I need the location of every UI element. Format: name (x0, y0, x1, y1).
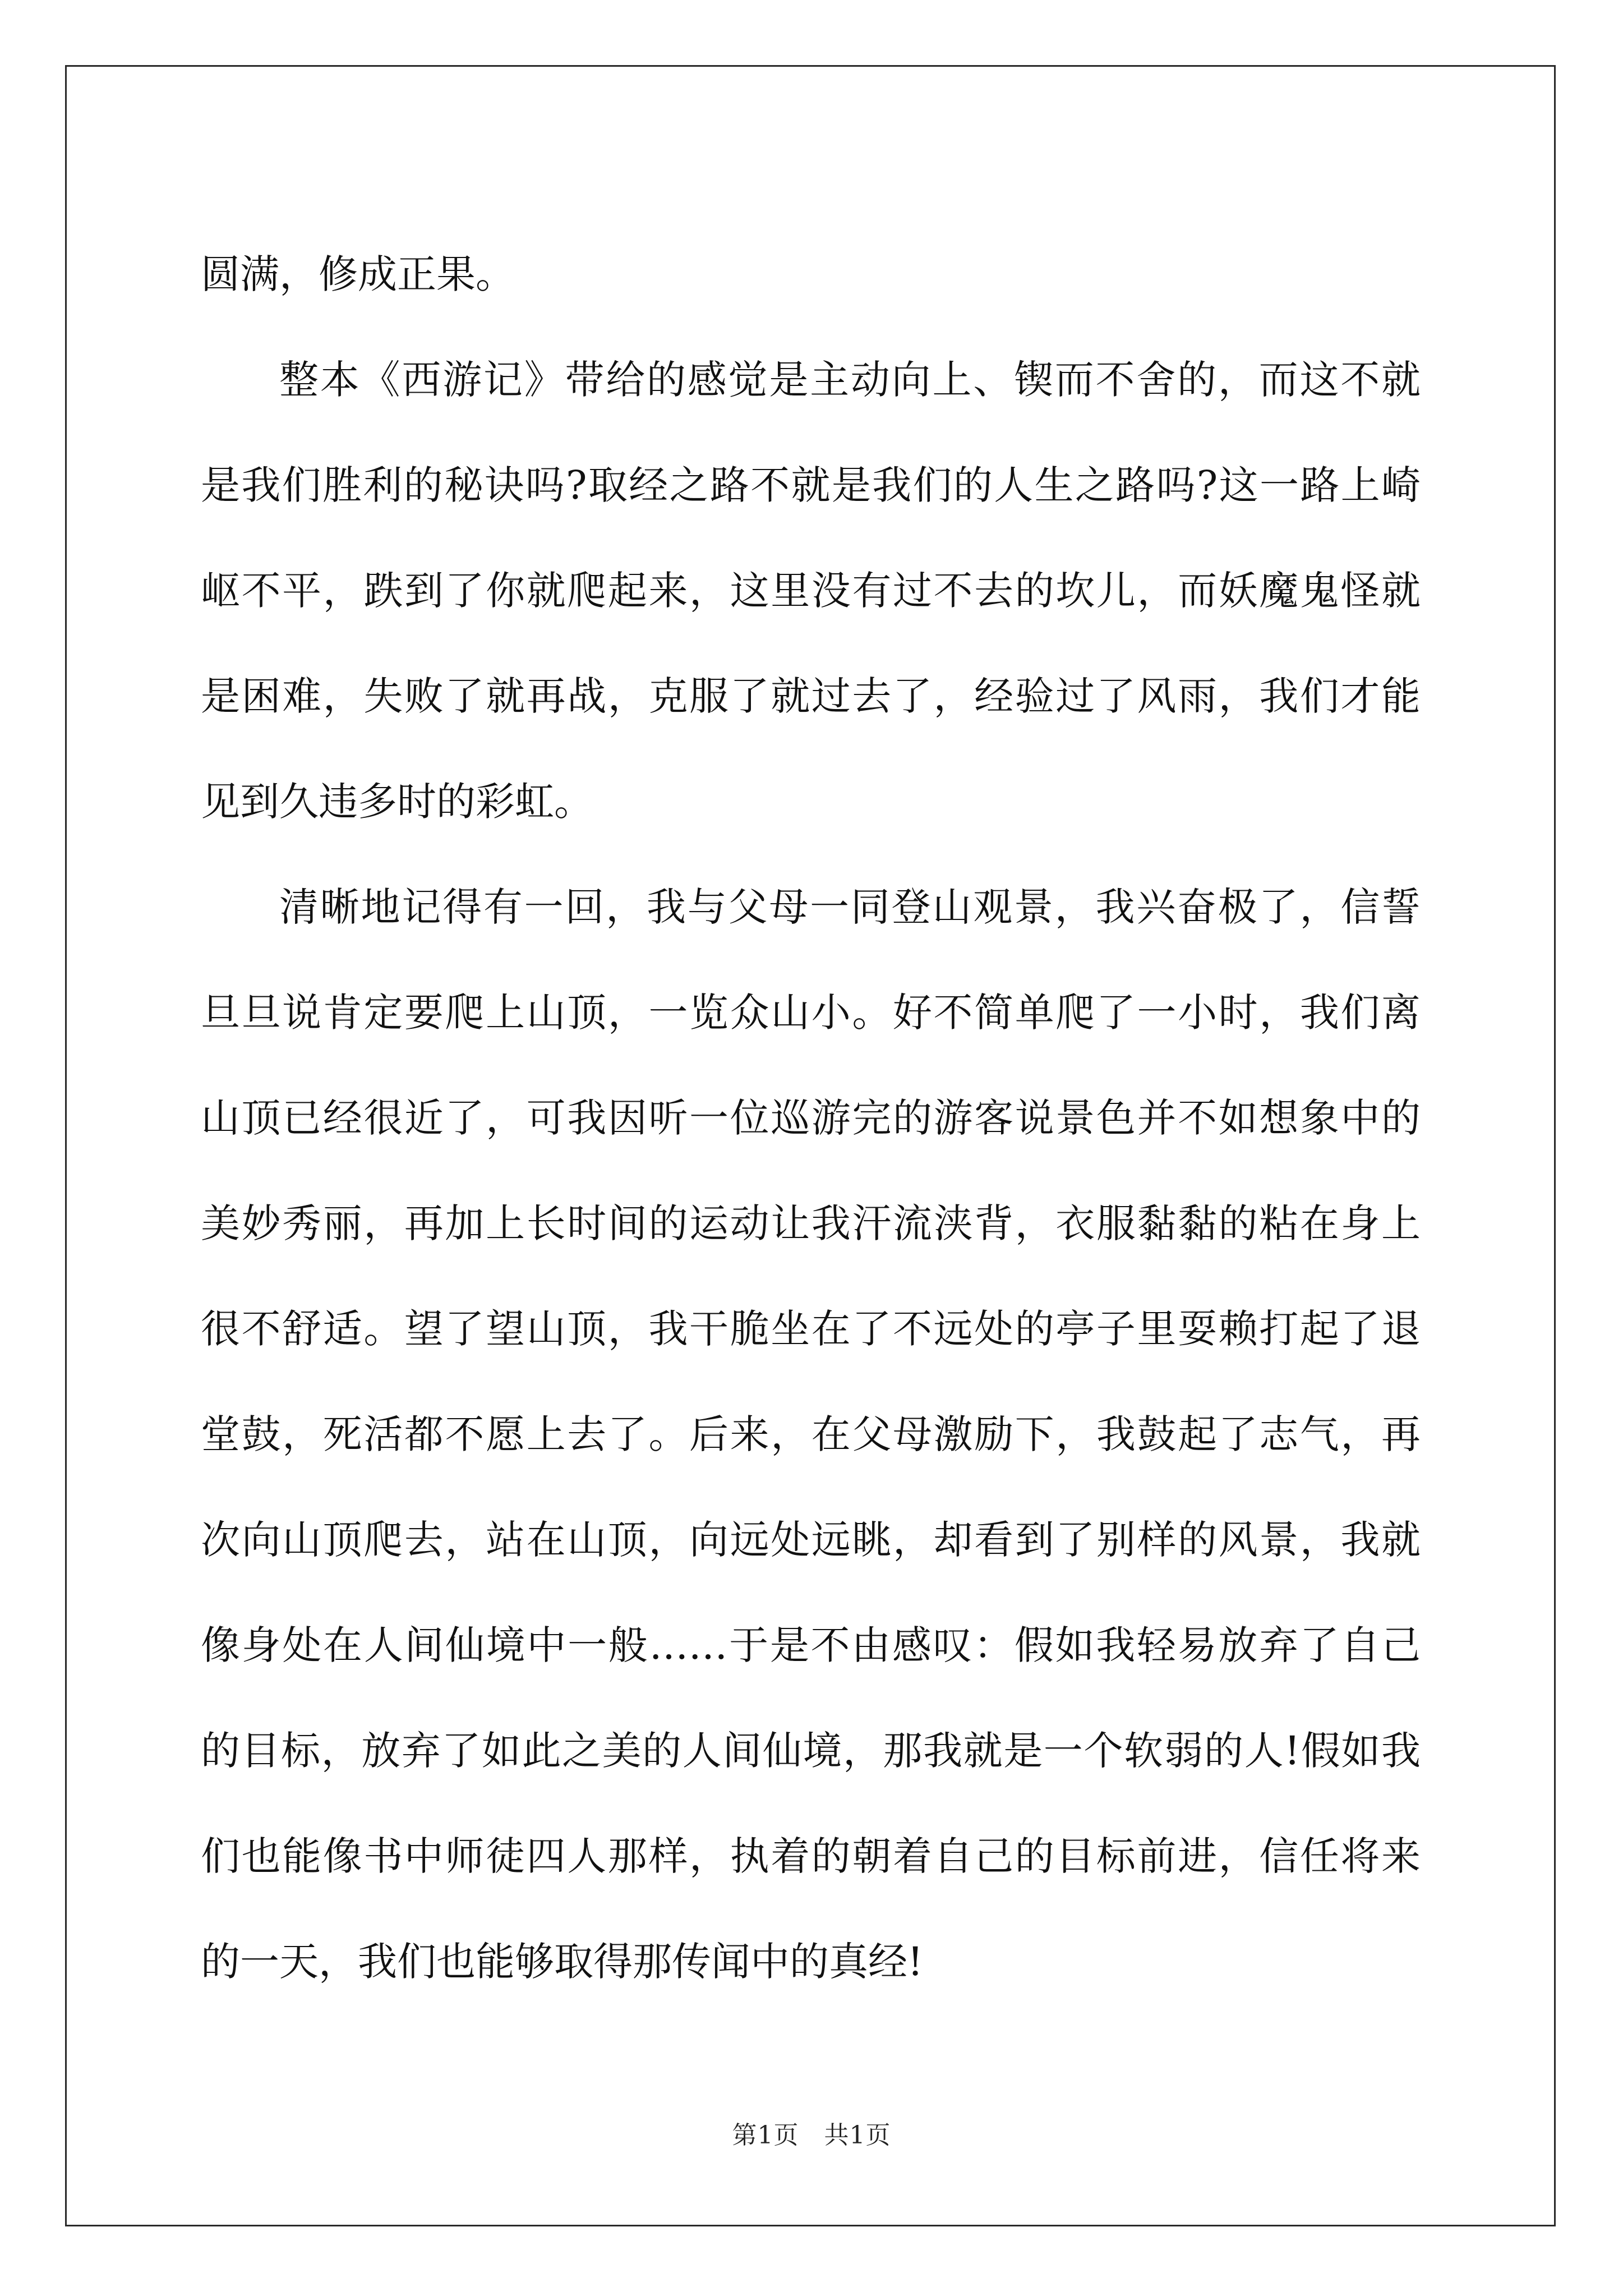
paragraph-first-line: 整本《西游记》带给的感觉是主动向上、锲而不舍的，而这不就 (279, 357, 1421, 403)
text-line: 旦旦说肯定要爬上山顶，一览众山小。好不简单爬了一小时，我们离 (201, 990, 1421, 1036)
text-line: 岖不平，跌到了你就爬起来，这里没有过不去的坎儿，而妖魔鬼怪就 (201, 568, 1421, 614)
text-line: 是困难，失败了就再战，克服了就过去了，经验过了风雨，我们才能 (201, 673, 1421, 719)
page-number-label: 第1页 共1页 (732, 2121, 891, 2150)
text-line: 像身处在人间仙境中一般……于是不由感叹：假如我轻易放弃了自己 (201, 1622, 1421, 1668)
text-line: 圆满，修成正果。 (201, 251, 515, 297)
text-line: 是我们胜利的秘诀吗?取经之路不就是我们的人生之路吗?这一路上崎 (201, 462, 1421, 508)
text-line: 的一天，我们也能够取得那传闻中的真经! (201, 1939, 924, 1985)
page-footer (0, 2115, 1623, 2151)
text-line: 次向山顶爬去，站在山顶，向远处远眺，却看到了别样的风景，我就 (201, 1517, 1421, 1563)
text-line: 堂鼓，死活都不愿上去了。后来，在父母激励下，我鼓起了志气，再 (201, 1411, 1421, 1457)
text-line: 们也能像书中师徒四人那样，执着的朝着自己的目标前进，信任将来 (201, 1833, 1421, 1879)
paragraph-first-line: 清晰地记得有一回，我与父母一同登山观景，我兴奋极了，信誓 (279, 884, 1421, 930)
text-line: 山顶已经很近了，可我因听一位巡游完的游客说景色并不如想象中的 (201, 1095, 1421, 1141)
text-line: 很不舒适。望了望山顶，我干脆坐在了不远处的亭子里耍赖打起了退 (201, 1306, 1421, 1352)
text-line: 的目标，放弃了如此之美的人间仙境，那我就是一个软弱的人!假如我 (201, 1728, 1421, 1774)
text-line: 见到久违多时的彩虹。 (201, 779, 593, 825)
document-body (201, 222, 1421, 2014)
text-line: 美妙秀丽，再加上长时间的运动让我汗流浃背，衣服黏黏的粘在身上 (201, 1200, 1421, 1246)
